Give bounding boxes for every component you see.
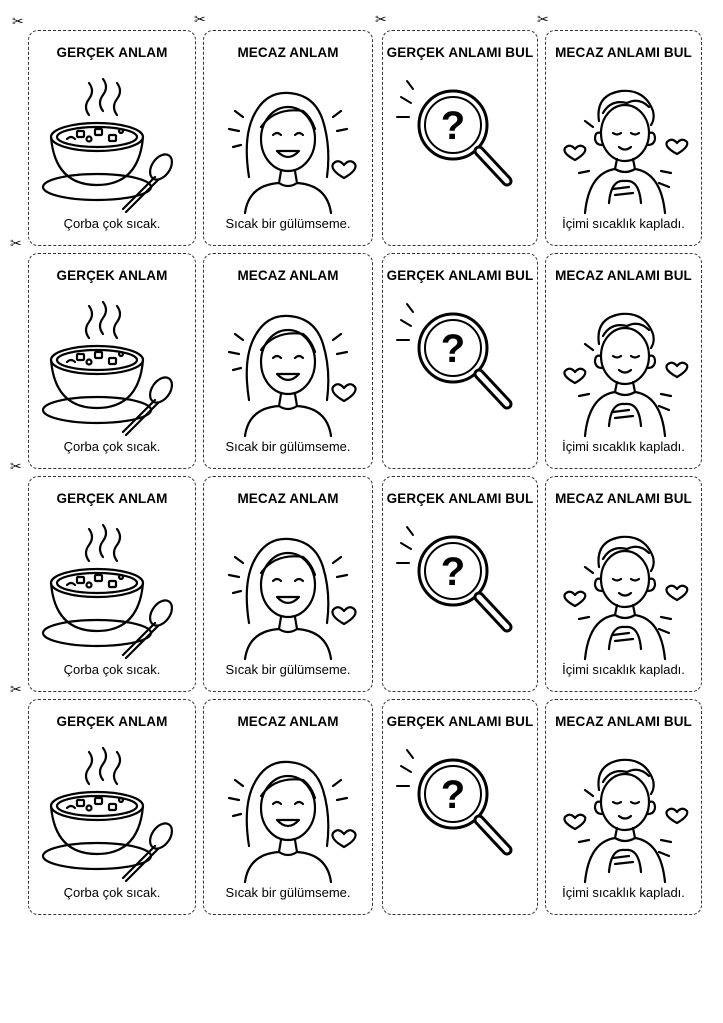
card-caption: Çorba çok sıcak.	[63, 439, 161, 454]
smiling-girl-icon	[213, 67, 363, 217]
card-title: MECAZ ANLAM	[237, 491, 339, 506]
card-boy	[545, 253, 702, 469]
card-title: GERÇEK ANLAMI BUL	[386, 268, 534, 283]
card-soup	[28, 476, 196, 692]
svg-text:?: ?	[440, 550, 466, 594]
card-magnifier	[382, 253, 538, 469]
card-caption: İçimi sıcaklık kapladı.	[562, 439, 685, 454]
soup-bowl-icon	[37, 290, 187, 440]
card-title: MECAZ ANLAMI BUL	[555, 268, 692, 283]
scissors-icon: ✂	[10, 681, 22, 697]
magnifier-question-icon	[385, 513, 535, 663]
card-title: GERÇEK ANLAM	[56, 45, 168, 60]
scissors-icon: ✂	[10, 458, 22, 474]
card-title: MECAZ ANLAM	[237, 45, 339, 60]
scissors-icon: ✂	[194, 11, 206, 27]
card-title: MECAZ ANLAMI BUL	[555, 714, 692, 729]
card-title: MECAZ ANLAM	[237, 268, 339, 283]
card-boy	[545, 30, 702, 246]
card-title: GERÇEK ANLAM	[56, 268, 168, 283]
boy-warm-feeling-icon	[549, 736, 699, 886]
smiling-girl-icon	[213, 290, 363, 440]
card-title: MECAZ ANLAM	[237, 714, 339, 729]
svg-text:?: ?	[440, 104, 466, 148]
card-caption: Sıcak bir gülümseme.	[225, 885, 351, 900]
card-title: GERÇEK ANLAMI BUL	[386, 491, 534, 506]
scissors-icon: ✂	[375, 11, 387, 27]
card-soup	[28, 253, 196, 469]
card-caption: Sıcak bir gülümseme.	[225, 439, 351, 454]
card-magnifier	[382, 699, 538, 915]
card-soup	[28, 30, 196, 246]
card-magnifier	[382, 476, 538, 692]
card-caption: Çorba çok sıcak.	[63, 662, 161, 677]
smiling-girl-icon	[213, 513, 363, 663]
card-magnifier	[382, 30, 538, 246]
card-title: GERÇEK ANLAMI BUL	[386, 45, 534, 60]
card-caption: İçimi sıcaklık kapladı.	[562, 216, 685, 231]
scissors-icon: ✂	[10, 235, 22, 251]
boy-warm-feeling-icon	[549, 67, 699, 217]
soup-bowl-icon	[37, 513, 187, 663]
svg-text:?: ?	[440, 327, 466, 371]
card-boy	[545, 476, 702, 692]
magnifier-question-icon	[385, 736, 535, 886]
soup-bowl-icon	[37, 736, 187, 886]
boy-warm-feeling-icon	[549, 290, 699, 440]
smiling-girl-icon	[213, 736, 363, 886]
soup-bowl-icon	[37, 67, 187, 217]
card-caption: Çorba çok sıcak.	[63, 216, 161, 231]
card-title: MECAZ ANLAMI BUL	[555, 45, 692, 60]
card-title: MECAZ ANLAMI BUL	[555, 491, 692, 506]
card-boy	[545, 699, 702, 915]
card-girl	[203, 699, 373, 915]
card-caption: İçimi sıcaklık kapladı.	[562, 662, 685, 677]
boy-warm-feeling-icon	[549, 513, 699, 663]
card-girl	[203, 253, 373, 469]
card-title: GERÇEK ANLAM	[56, 491, 168, 506]
card-caption: Sıcak bir gülümseme.	[225, 216, 351, 231]
magnifier-question-icon	[385, 67, 535, 217]
card-caption: Sıcak bir gülümseme.	[225, 662, 351, 677]
card-girl	[203, 476, 373, 692]
card-soup	[28, 699, 196, 915]
card-caption: Çorba çok sıcak.	[63, 885, 161, 900]
card-title: GERÇEK ANLAMI BUL	[386, 714, 534, 729]
svg-text:?: ?	[440, 773, 466, 817]
card-girl	[203, 30, 373, 246]
card-title: GERÇEK ANLAM	[56, 714, 168, 729]
card-caption: İçimi sıcaklık kapladı.	[562, 885, 685, 900]
magnifier-question-icon	[385, 290, 535, 440]
scissors-icon: ✂	[12, 13, 24, 29]
scissors-icon: ✂	[537, 11, 549, 27]
